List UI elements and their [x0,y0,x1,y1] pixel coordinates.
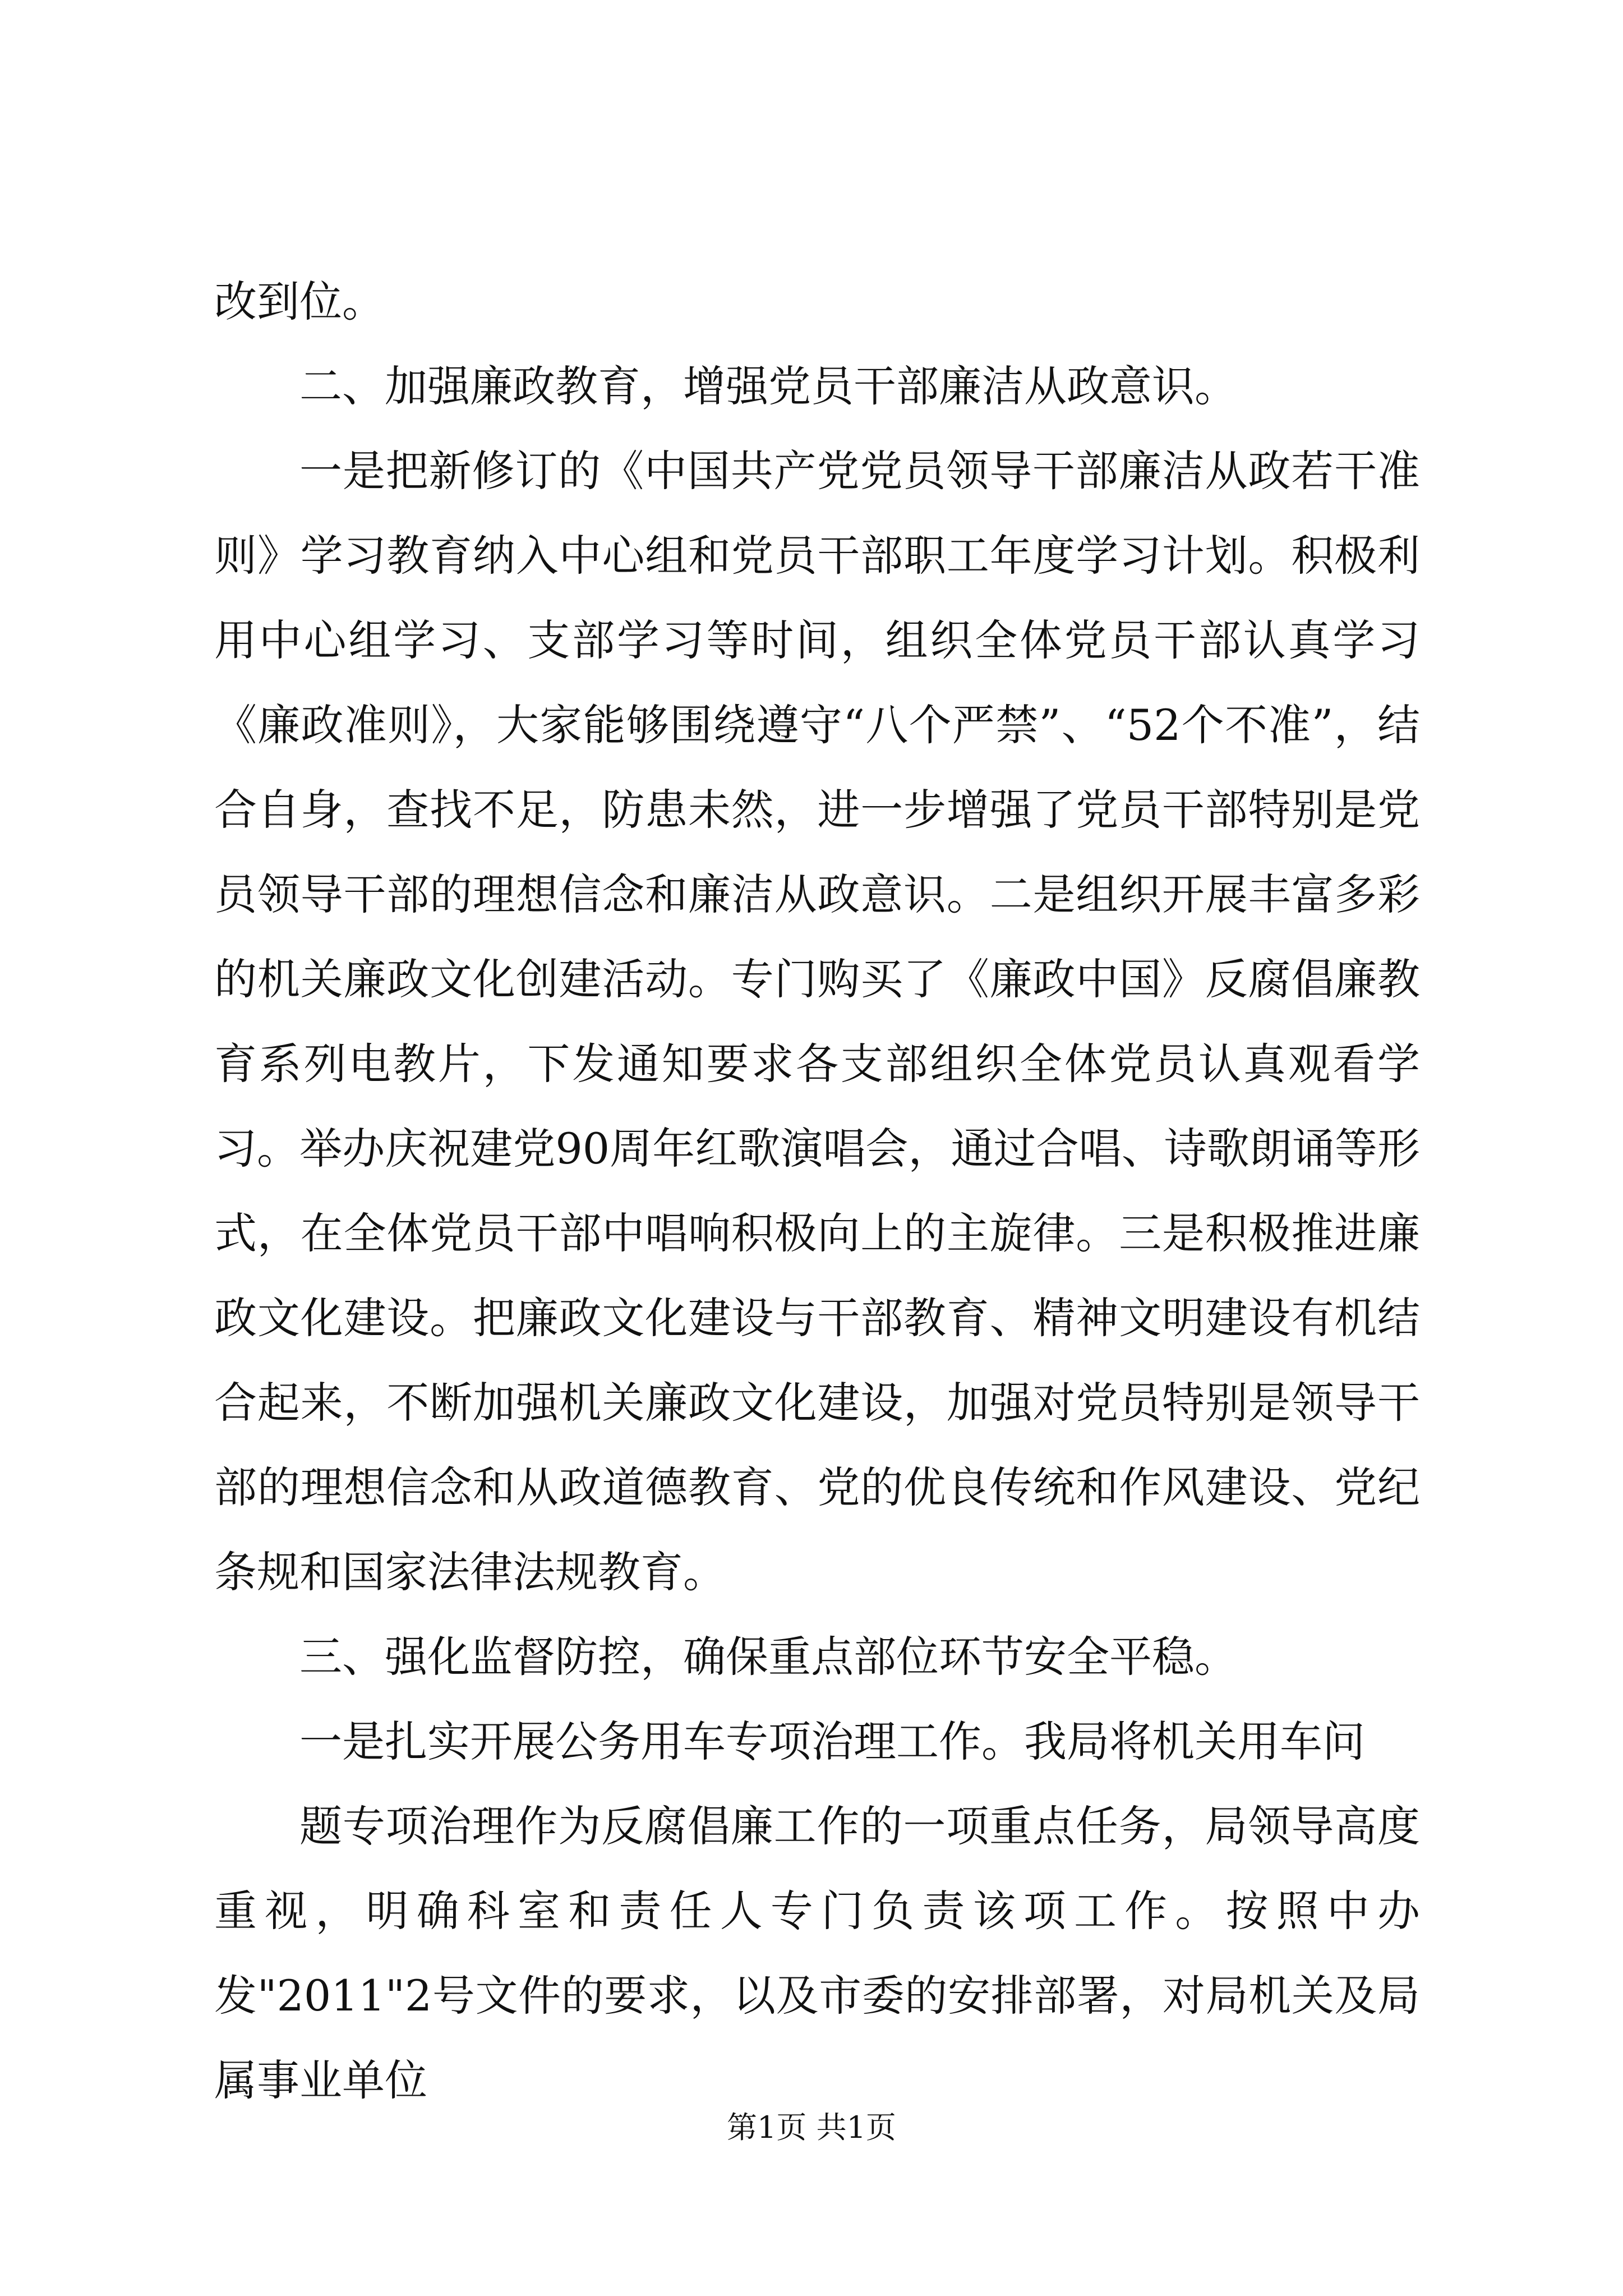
paragraph-vehicle-governance-continued: 题专项治理作为反腐倡廉工作的一项重点任务，局领导高度重视，明确科室和责任人专门负责该项工作。按照中办发"2011"2号文件的要求，以及市委的安排部署，对局机关及局属事业单位 [214,1801,1420,2105]
paragraph-integrity-education: 一是把新修订的《中国共产党党员领导干部廉洁从政若干准则》学习教育纳入中心组和党员干部职工年度学习计划。积极利用中心组学习、支部学习等时间，组织全体党员干部认真学习《廉政准则》，大家能够围绕遵守“八个严禁”、“52个不准”，结合自身，查找不足，防患未然，进一步增强了党员干部特别是党员领导干部的理想信念和廉洁从政意识。二是组织开展丰富多彩的机关廉政文化创建活动。专门购买了《廉政中国》反腐倡廉教育系列电教片，下发通知要求各支部组织全体党员认真观看学习。举办庆祝建党90周年红歌演唱会，通过合唱、诗歌朗诵等形式，在全体党员干部中唱响积极向上的主旋律。三是积极推进廉政文化建设。把廉政文化建设与干部教育、精神文明建设有机结合起来，不断加强机关廉政文化建设，加强对党员特别是领导干部的理想信念和从政道德教育、党的优良传统和作风建设、党纪条规和国家法律法规教育。 [214,446,1420,1597]
page-number-label: 第1页 共1页 [727,2110,896,2145]
document-body [214,259,1420,2123]
section-heading-3: 三、强化监督防控，确保重点部位环节安全平稳。 [299,1632,1237,1682]
section-heading-2: 二、加强廉政教育，增强党员干部廉洁从政意识。 [299,361,1237,411]
page-footer [0,2108,1623,2147]
paragraph-vehicle-governance: 一是扎实开展公务用车专项治理工作。我局将机关用车问 [299,1717,1365,1766]
paragraph-continuation: 改到位。 [214,277,385,326]
